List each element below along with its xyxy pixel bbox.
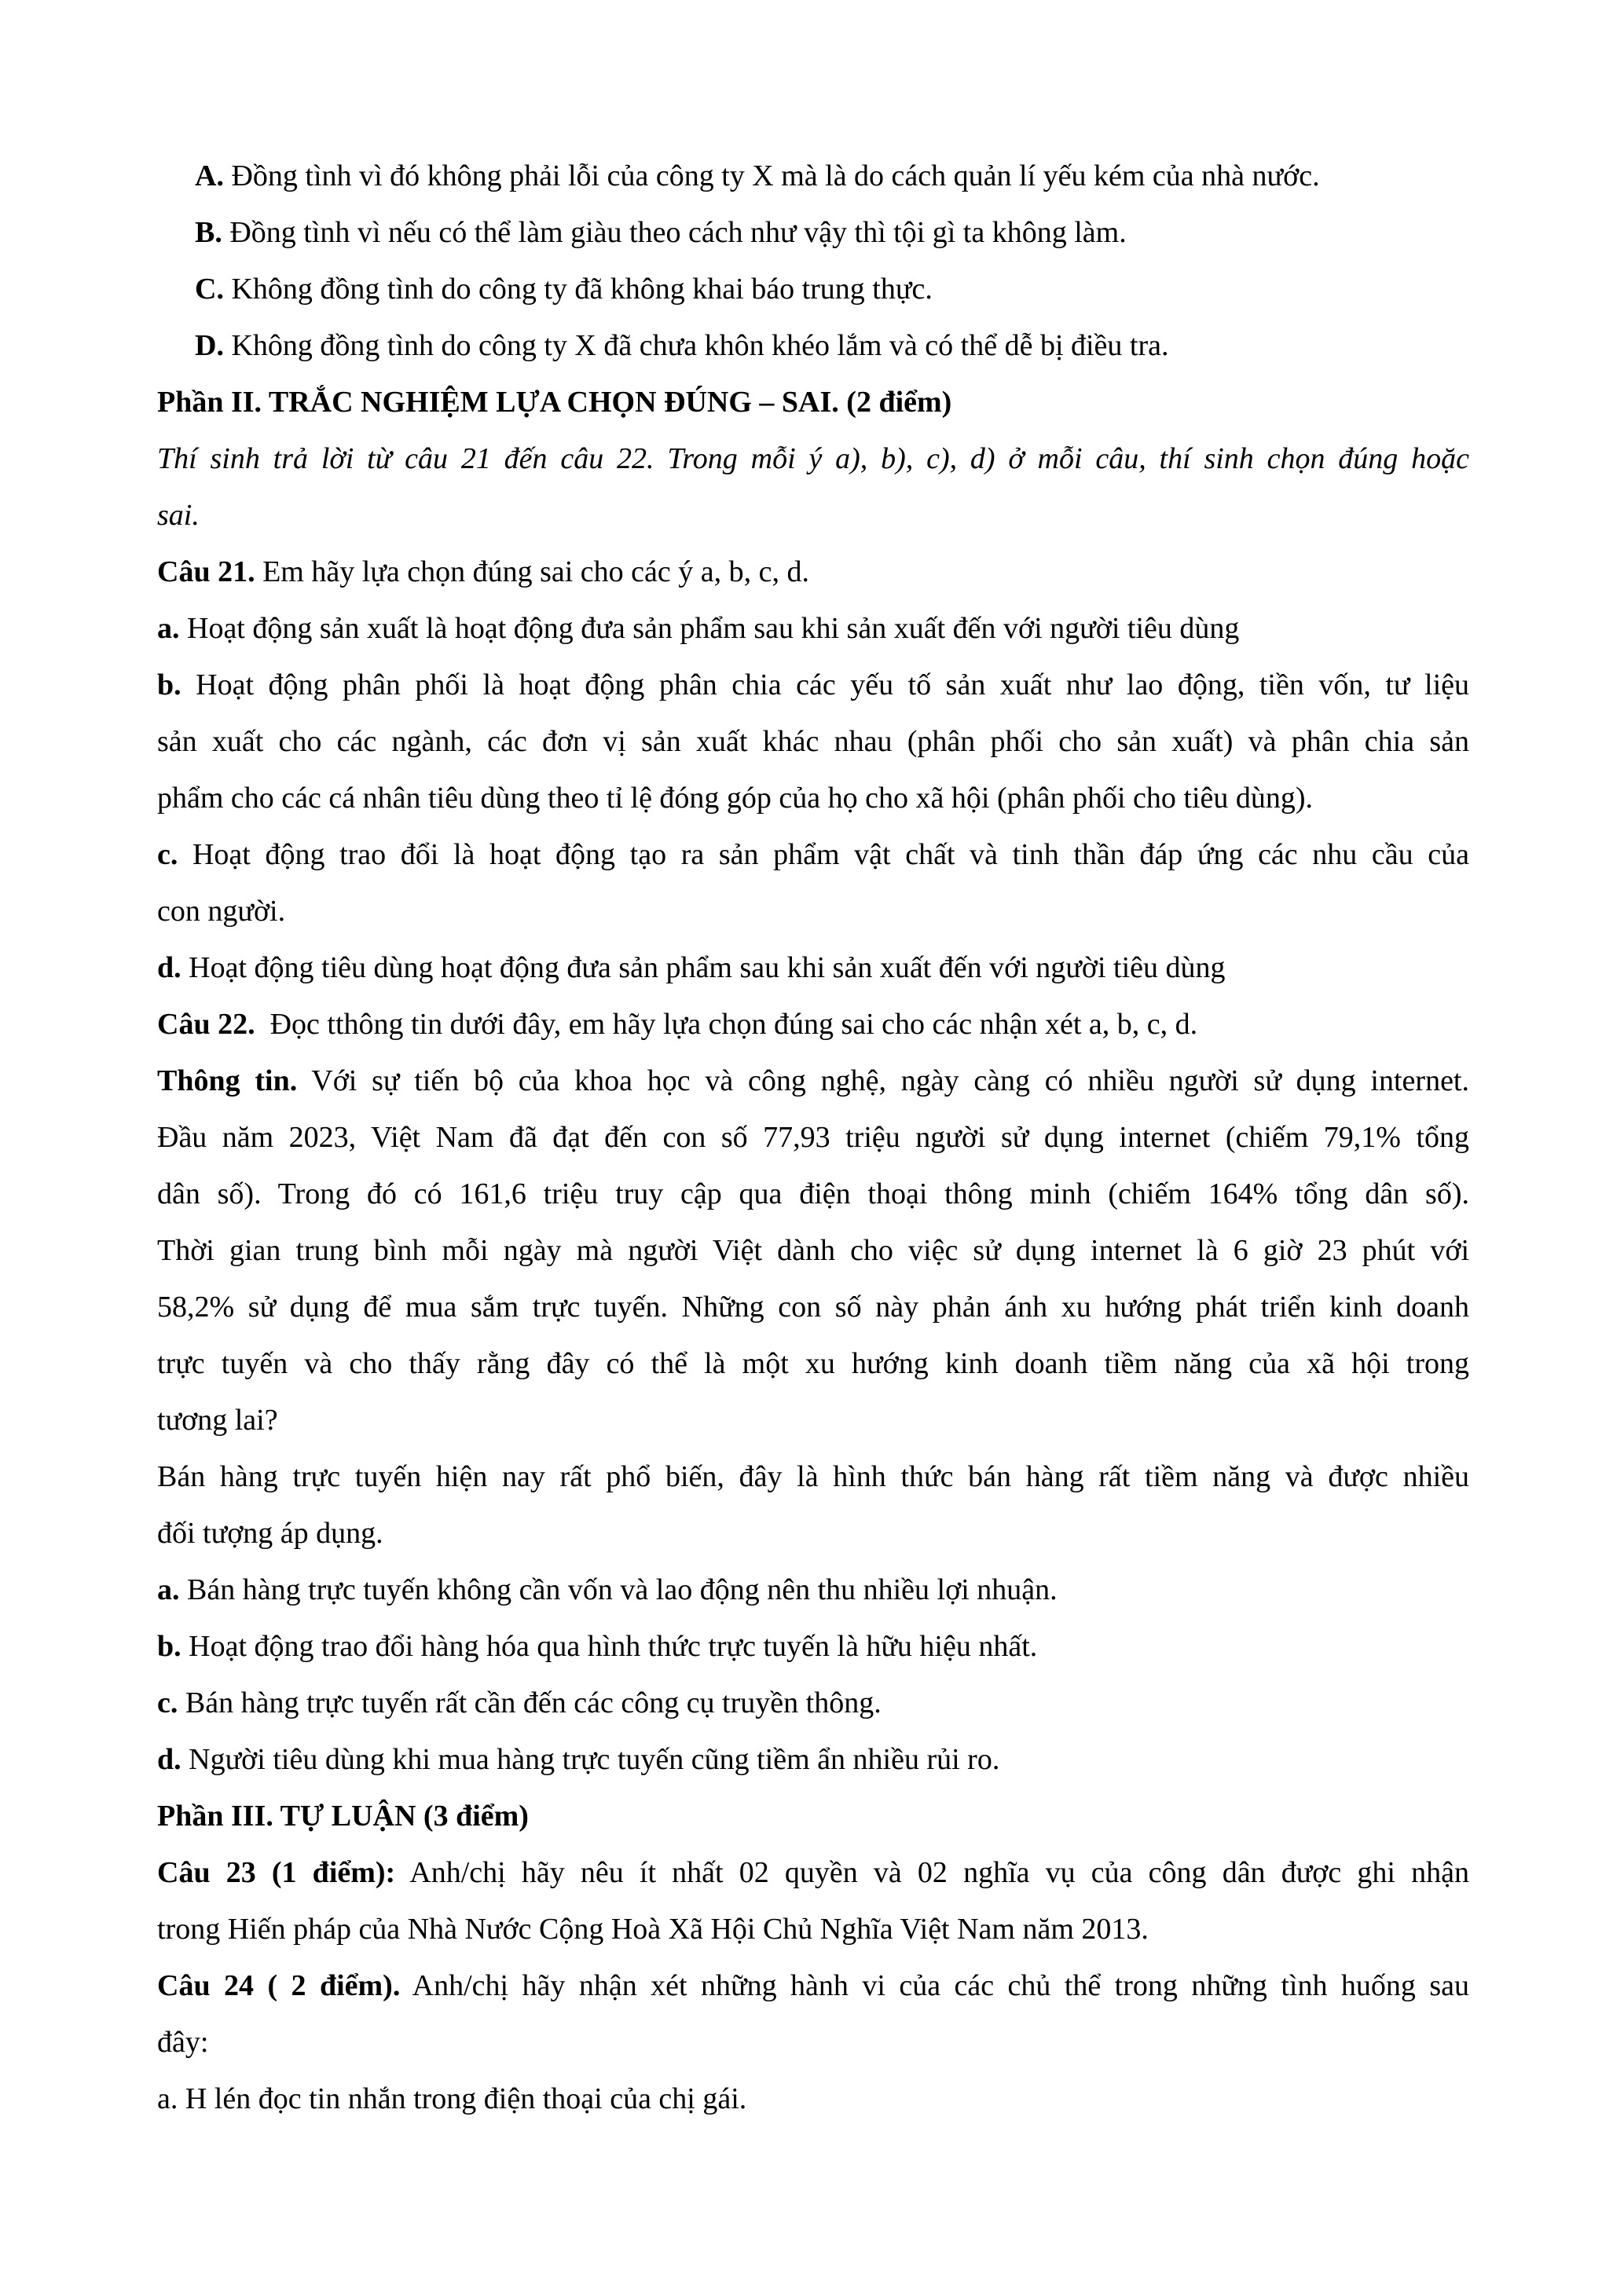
- q24-line2: đây:: [157, 2026, 209, 2059]
- q21-statement-d: d. Hoạt động tiêu dùng hoạt động đưa sản phẩm sau khi sản xuất đến với người tiêu dùng: [157, 951, 1226, 984]
- option-b: B. Đồng tình vì nếu có thể làm giàu theo cách như vậy thì tội gì ta không làm.: [195, 216, 1127, 249]
- q22-statement-c: c. Bán hàng trực tuyến rất cần đến các công cụ truyền thông.: [157, 1686, 882, 1719]
- q22-info-line7: tương lai?: [157, 1404, 278, 1437]
- part2-instruction-line1: Thí sinh trả lời từ câu 21 đến câu 22. Trong mỗi ý a), b), c), d) ở mỗi câu, thí sinh chọn đúng hoặc: [157, 442, 1469, 475]
- q22-paragraph-line1: Bán hàng trực tuyến hiện nay rất phổ biến, đây là hình thức bán hàng rất tiềm năng và được nhiều: [157, 1460, 1469, 1493]
- q22-info-line3: dân số). Trong đó có 161,6 triệu truy cập qua điện thoại thông minh (chiếm 164% tổng dân số).: [157, 1177, 1469, 1210]
- q22-paragraph-line2: đối tượng áp dụng.: [157, 1517, 383, 1550]
- part2-instruction-line2: sai.: [157, 499, 200, 532]
- q21-statement-b-line1: b. Hoạt động phân phối là hoạt động phân chia các yếu tố sản xuất như lao động, tiền vốn, tư liệu: [157, 668, 1469, 701]
- q22-info-line1: Thông tin. Với sự tiến bộ của khoa học và công nghệ, ngày càng có nhiều người sử dụng internet.: [157, 1064, 1469, 1097]
- q21-statement-b-line3: phẩm cho các cá nhân tiêu dùng theo tỉ lệ đóng góp của họ cho xã hội (phân phối cho tiêu dùng).: [157, 782, 1314, 815]
- q22-info-line5: 58,2% sử dụng để mua sắm trực tuyến. Những con số này phản ánh xu hướng phát triển kinh doanh: [157, 1291, 1469, 1324]
- q21-statement-a: a. Hoạt động sản xuất là hoạt động đưa sản phẩm sau khi sản xuất đến với người tiêu dùng: [157, 612, 1240, 645]
- q21-statement-c-line2: con người.: [157, 895, 286, 928]
- q22-info-line6: trực tuyến và cho thấy rằng đây có thể là một xu hướng kinh doanh tiềm năng của xã hội trong: [157, 1347, 1469, 1380]
- document-body: [157, 148, 1469, 2127]
- q22-statement-d: d. Người tiêu dùng khi mua hàng trực tuyến cũng tiềm ẩn nhiều rủi ro.: [157, 1743, 1000, 1776]
- option-a: A. Đồng tình vì đó không phải lỗi của công ty X mà là do cách quản lí yếu kém của nhà nước.: [195, 159, 1320, 192]
- q23-line1: Câu 23 (1 điểm): Anh/chị hãy nêu ít nhất 02 quyền và 02 nghĩa vụ của công dân được ghi nhận: [157, 1856, 1469, 1889]
- q22-info-line4: Thời gian trung bình mỗi ngày mà người Việt dành cho việc sử dụng internet là 6 giờ 23 phút với: [157, 1234, 1469, 1267]
- q22-statement-a: a. Bán hàng trực tuyến không cần vốn và lao động nên thu nhiều lợi nhuận.: [157, 1573, 1058, 1606]
- q21-stem: Câu 21. Em hãy lựa chọn đúng sai cho các ý a, b, c, d.: [157, 555, 810, 588]
- q23-line2: trong Hiến pháp của Nhà Nước Cộng Hoà Xã Hội Chủ Nghĩa Việt Nam năm 2013.: [157, 1913, 1149, 1946]
- q24-line1: Câu 24 ( 2 điểm). Anh/chị hãy nhận xét những hành vi của các chủ thể trong những tình huống sau: [157, 1969, 1469, 2002]
- q22-statement-b: b. Hoạt động trao đổi hàng hóa qua hình thức trực tuyến là hữu hiệu nhất.: [157, 1630, 1038, 1663]
- q22-stem: Câu 22. Đọc tthông tin dưới đây, em hãy lựa chọn đúng sai cho các nhận xét a, b, c, d.: [157, 1008, 1198, 1041]
- q24-situation-a: a. H lén đọc tin nhắn trong điện thoại của chị gái.: [157, 2082, 747, 2115]
- q22-info-line2: Đầu năm 2023, Việt Nam đã đạt đến con số 77,93 triệu người sử dụng internet (chiếm 79,1% tổng: [157, 1121, 1469, 1154]
- q21-statement-b-line2: sản xuất cho các ngành, các đơn vị sản xuất khác nhau (phân phối cho sản xuất) và phân chia sản: [157, 725, 1469, 758]
- q21-statement-c-line1: c. Hoạt động trao đổi là hoạt động tạo ra sản phẩm vật chất và tinh thần đáp ứng các nhu cầu của: [157, 838, 1469, 871]
- option-c: C. Không đồng tình do công ty đã không khai báo trung thực.: [195, 273, 933, 306]
- option-d: D. Không đồng tình do công ty X đã chưa khôn khéo lắm và có thể dễ bị điều tra.: [195, 329, 1169, 362]
- part3-heading: Phần III. TỰ LUẬN (3 điểm): [157, 1800, 529, 1833]
- part2-heading: Phần II. TRẮC NGHIỆM LỰA CHỌN ĐÚNG – SAI. (2 điểm): [157, 386, 952, 419]
